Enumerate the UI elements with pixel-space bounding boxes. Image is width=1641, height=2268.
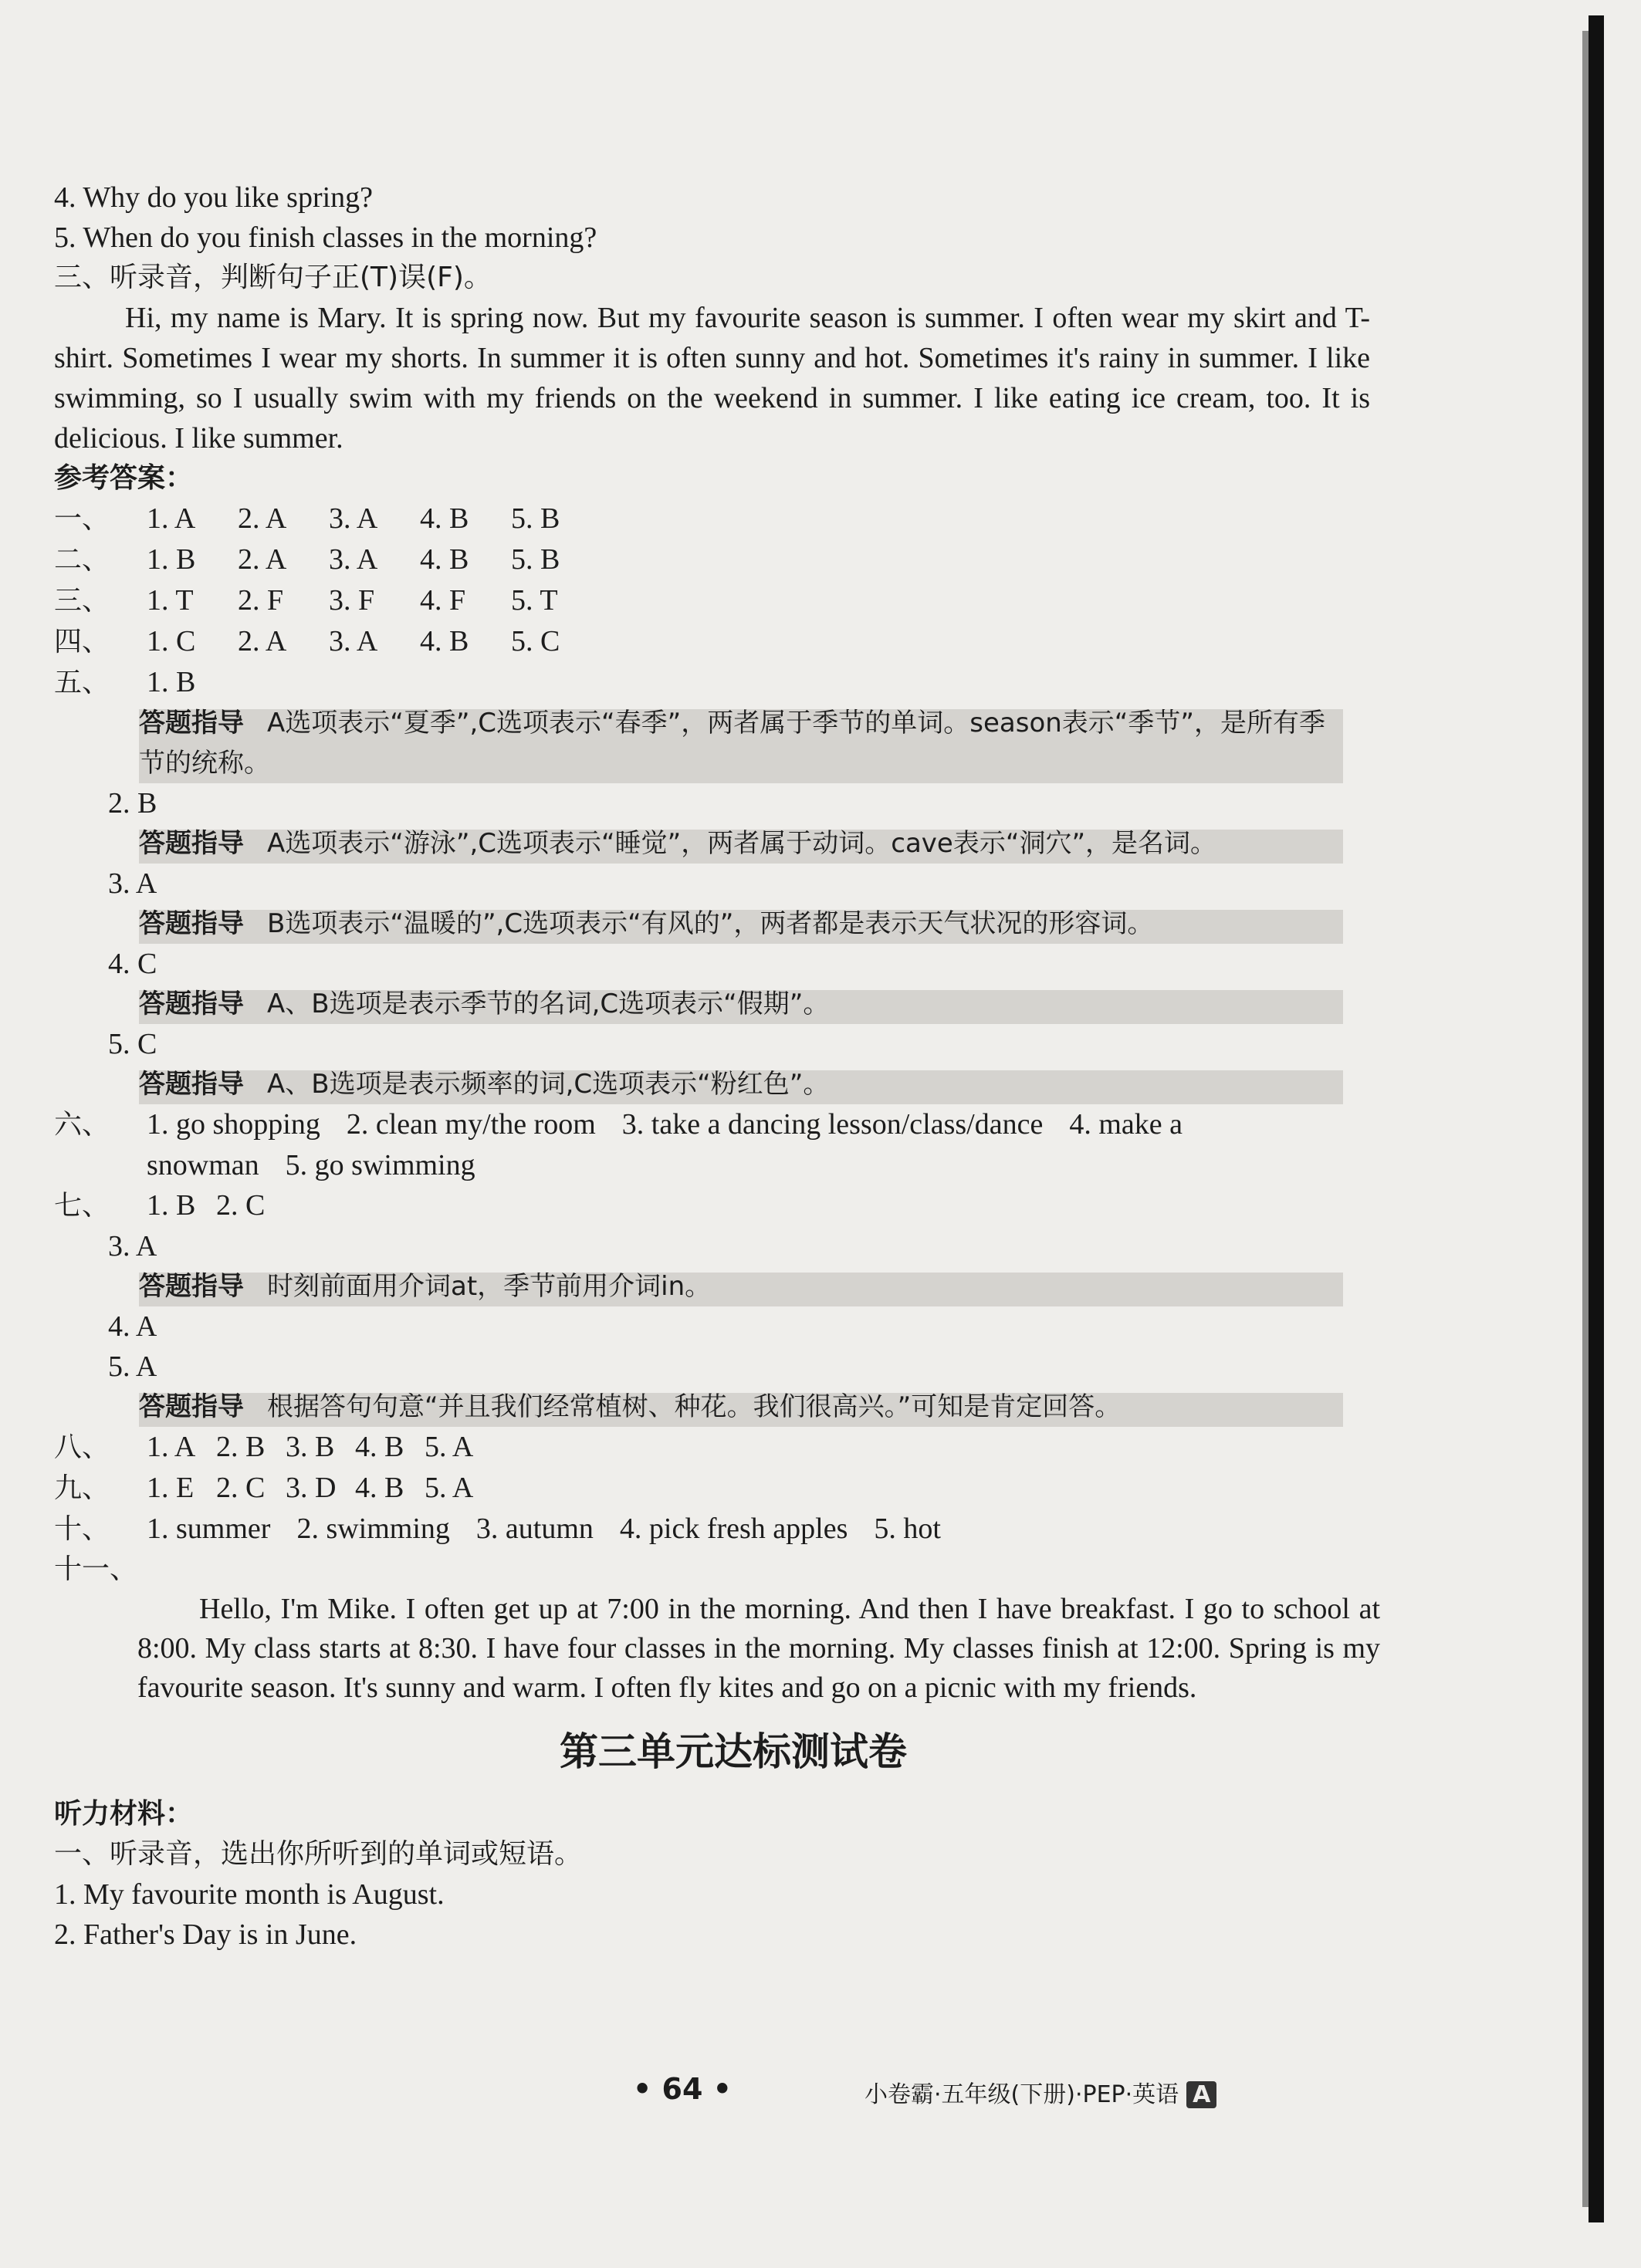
- answer-item: 3. F: [329, 584, 375, 617]
- answer-item: 2. A: [238, 625, 287, 657]
- answer-item: 2. A: [238, 502, 287, 535]
- answer-guide: [139, 1064, 1343, 1104]
- answer-guide: [139, 1266, 1343, 1306]
- guide-text: A、B选项是表示频率的词,C选项表示“粉红色”。: [267, 1069, 830, 1100]
- guide-tag: 答题指导: [139, 908, 244, 939]
- page-footer: [0, 2072, 1641, 2118]
- section5-answer: 5. C: [108, 1028, 157, 1060]
- guide-tag: 答题指导: [139, 1391, 244, 1422]
- guide-text: B选项表示“温暖的”,C选项表示“有风的”，两者都是表示天气状况的形容词。: [267, 908, 1154, 939]
- answer-item: 5. B: [511, 543, 560, 576]
- unit3-line: 1. My favourite month is August.: [54, 1878, 445, 1911]
- page-edge-shadow: [1589, 15, 1604, 2222]
- section10-answer: [54, 1509, 1366, 1550]
- answer-item: 4. B: [355, 1472, 404, 1504]
- section5-answer: [54, 662, 1366, 703]
- answer-item: 4. make a: [1069, 1108, 1183, 1141]
- answer-item: 1. E: [147, 1472, 195, 1504]
- guide-tag: 答题指导: [139, 1069, 244, 1100]
- answer-item: 1. go shopping: [147, 1108, 320, 1141]
- answer-item: 1. B: [147, 1189, 196, 1222]
- page-edge-shadow-inner: [1582, 31, 1589, 2207]
- answer-guide: [139, 703, 1343, 783]
- answer-item: 4. B: [355, 1431, 404, 1463]
- section6-line: [54, 1104, 1366, 1145]
- guide-tag: 答题指导: [139, 708, 244, 739]
- answer-row: [54, 580, 1366, 621]
- answer-item: 1. summer: [147, 1513, 271, 1545]
- answer-item: 4. pick fresh apples: [619, 1513, 848, 1545]
- section7-answer: 5. A: [108, 1350, 157, 1383]
- section9-answer: [54, 1468, 1366, 1509]
- answer-item: 3. B: [286, 1431, 335, 1463]
- section11-label: 十一、: [54, 1553, 138, 1585]
- answer-item: snowman: [147, 1149, 259, 1181]
- answer-item: 4. B: [420, 543, 469, 576]
- section6-line: [54, 1145, 1366, 1185]
- answer-guide: [139, 823, 1343, 864]
- unit3-section1-heading: 一、听录音，选出你所听到的单词或短语。: [54, 1838, 583, 1870]
- unit3-line: 2. Father's Day is in June.: [54, 1918, 357, 1951]
- guide-tag: 答题指导: [139, 989, 244, 1019]
- section3-passage: [54, 298, 1370, 458]
- answer-item: 5. B: [511, 502, 560, 535]
- edition-badge: A: [1186, 2081, 1216, 2108]
- row-label: 五、: [54, 667, 110, 698]
- answer-item: 2. clean my/the room: [346, 1108, 596, 1141]
- content: [54, 177, 1380, 1955]
- answer-item: 1. C: [147, 625, 196, 657]
- section3-passage-text: Hi, my name is Mary. It is spring now. But my favourite season is summer. I often wear my skirt and T-shirt. Sometimes I wear my shorts. In summer it is often sunny and hot. Sometimes it's rainy in summer. I like swimming, so I usually swim with my friends on the weekend in summer. I like eating ice cream, too. It is delicious. I like summer.: [54, 302, 1370, 455]
- section7-answer: 4. A: [108, 1310, 157, 1343]
- section8-answer: [54, 1427, 1366, 1468]
- unit-title: 第三单元达标测试卷: [560, 1729, 907, 1774]
- row-label: 一、: [54, 503, 110, 535]
- section5-answer: 4. C: [108, 948, 157, 980]
- answer-item: 5. A: [425, 1472, 474, 1504]
- listening-heading: 听力材料：: [54, 1798, 194, 1830]
- guide-text: 根据答句句意“并且我们经常植树、种花。我们很高兴。”可知是肯定回答。: [267, 1391, 1122, 1422]
- row-label: 十、: [54, 1513, 110, 1545]
- answer-item: 3. A: [329, 625, 378, 657]
- answer-guide: [139, 1387, 1343, 1427]
- answer-item: 2. C: [216, 1472, 266, 1504]
- answer-item: 1. T: [147, 584, 194, 617]
- row-label: 八、: [54, 1431, 110, 1463]
- answer-item: 5. T: [511, 584, 558, 617]
- answer-item: 2. C: [216, 1189, 266, 1222]
- answer-row: [54, 499, 1366, 539]
- answer-item: 1. A: [147, 502, 196, 535]
- listening-line: 5. When do you finish classes in the morning?: [54, 221, 597, 254]
- answer-item: 4. B: [420, 502, 469, 535]
- guide-text: A、B选项是表示季节的名词,C选项表示“假期”。: [267, 989, 830, 1019]
- book-title-text: 小卷霸·五年级(下册)·PEP·英语: [864, 2081, 1179, 2108]
- answer-item: 3. take a dancing lesson/class/dance: [621, 1108, 1044, 1141]
- row-label: 六、: [54, 1109, 110, 1141]
- row-label: 二、: [54, 544, 110, 576]
- guide-text: 时刻前面用介词at，季节前用介词in。: [267, 1271, 712, 1302]
- section3-heading: 三、听录音，判断句子正(T)误(F)。: [54, 262, 492, 293]
- answer-item: 1. A: [147, 1431, 196, 1463]
- guide-text: A选项表示“游泳”,C选项表示“睡觉”，两者属于动词。cave表示“洞穴”，是名词。: [267, 828, 1217, 859]
- listening-line: 4. Why do you like spring?: [54, 181, 374, 214]
- section5-answer: 2. B: [108, 787, 157, 820]
- answer-item: 2. B: [216, 1431, 266, 1463]
- answer-item: 1. B: [147, 666, 196, 698]
- row-label: 九、: [54, 1472, 110, 1504]
- answer-row: [54, 621, 1366, 662]
- answer-item: 5. go swimming: [285, 1149, 475, 1181]
- answer-guide: [139, 984, 1343, 1024]
- row-label: 四、: [54, 626, 110, 657]
- answer-item: 2. A: [238, 543, 287, 576]
- answers-heading: 参考答案：: [54, 462, 194, 494]
- answer-item: 3. autumn: [475, 1513, 594, 1545]
- answer-item: 3. A: [329, 543, 378, 576]
- answer-item: 4. F: [420, 584, 466, 617]
- section7-answer: [54, 1185, 1366, 1226]
- section11-passage-text: Hello, I'm Mike. I often get up at 7:00 in the morning. And then I have breakfast. I go to school at 8:00. My class starts at 8:30. I have four classes in the morning. My classes finish at 12:00. Spring is my favourite season. It's sunny and warm. I often fly kites and go on a picnic with my friends.: [137, 1593, 1380, 1704]
- answer-item: 4. B: [420, 625, 469, 657]
- guide-text: A选项表示“夏季”,C选项表示“春季”，两者属于季节的单词。season表示“季节”，是所有季节的统称。: [139, 708, 1326, 779]
- answer-item: 5. C: [511, 625, 560, 657]
- answer-item: 5. A: [425, 1431, 474, 1463]
- guide-tag: 答题指导: [139, 1271, 244, 1302]
- book-title: [864, 2075, 1216, 2109]
- answer-item: 5. hot: [874, 1513, 941, 1545]
- row-label: 三、: [54, 585, 110, 617]
- guide-tag: 答题指导: [139, 828, 244, 859]
- answer-item: 3. A: [329, 502, 378, 535]
- answer-item: 2. swimming: [296, 1513, 450, 1545]
- answer-item: 1. B: [147, 543, 196, 576]
- answer-guide: [139, 904, 1343, 944]
- answer-item: 3. D: [286, 1472, 337, 1504]
- answer-row: [54, 539, 1366, 580]
- section11-passage: [137, 1590, 1380, 1708]
- section7-answer: 3. A: [108, 1230, 157, 1262]
- answer-item: 2. F: [238, 584, 284, 617]
- section5-answer: 3. A: [108, 867, 157, 900]
- page-number: • 64 •: [633, 2072, 732, 2106]
- row-label: 七、: [54, 1190, 110, 1222]
